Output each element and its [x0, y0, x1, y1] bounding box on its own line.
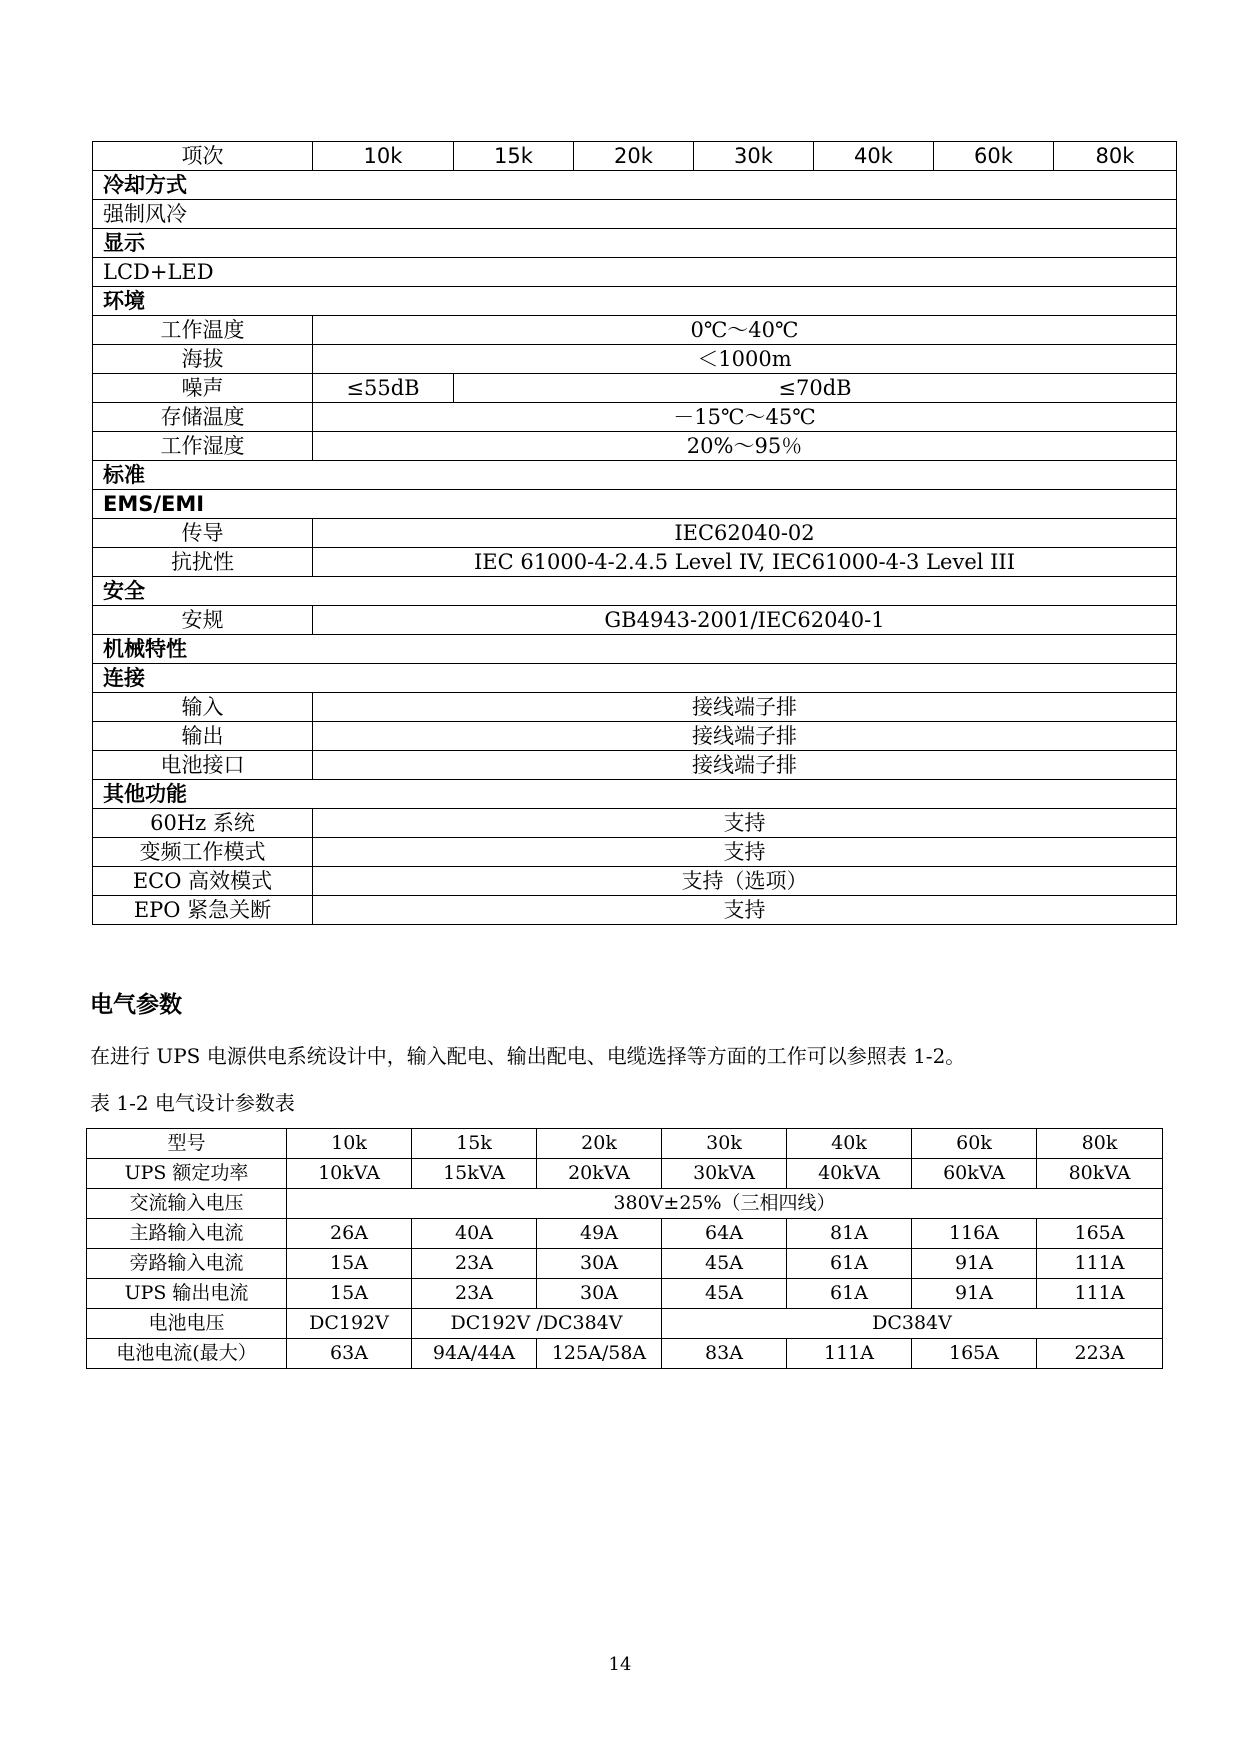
elec-header-cell: 40k [787, 1129, 912, 1159]
row-value: IEC 61000-4-2.4.5 Level IV, IEC61000-4-3 Level III [313, 548, 1177, 577]
section-cooling: 冷却方式 [93, 171, 1177, 200]
noise-other-value: ≤70dB [454, 374, 1177, 403]
table-cell: 60kVA [912, 1159, 1037, 1189]
row-label: 安规 [93, 606, 313, 635]
row-value: 支持 [313, 809, 1177, 838]
table-cell: 10kVA [287, 1159, 412, 1189]
spec-header-row [93, 142, 1177, 171]
table-cell: 63A [287, 1339, 412, 1369]
cooling-value: 强制风冷 [93, 200, 1177, 229]
battery-current-row [87, 1339, 1163, 1369]
row-value: 0℃～40℃ [313, 316, 1177, 345]
table-cell: 电池电压 [87, 1309, 287, 1339]
table-cell: 交流输入电压 [87, 1189, 287, 1219]
table-cell: 45A [662, 1249, 787, 1279]
table-cell: 15A [287, 1279, 412, 1309]
table-cell: 26A [287, 1219, 412, 1249]
row-label: 抗扰性 [93, 548, 313, 577]
table-cell: DC192V [287, 1309, 412, 1339]
section-heading: 电气参数 [90, 992, 182, 1018]
table-cell: 45A [662, 1279, 787, 1309]
table-cell: 165A [912, 1339, 1037, 1369]
table-cell: 81A [787, 1219, 912, 1249]
spec-header-cell: 40k [814, 142, 934, 171]
table-cell: 旁路输入电流 [87, 1249, 287, 1279]
subsection-ems-emi: EMS/EMI [93, 490, 1177, 519]
section-display: 显示 [93, 229, 1177, 258]
elec-header-cell: 10k [287, 1129, 412, 1159]
section-safety: 安全 [93, 577, 1177, 606]
elec-table [86, 1128, 1163, 1369]
row-label: 工作湿度 [93, 432, 313, 461]
spec-table [92, 141, 1177, 925]
display-value: LCD+LED [93, 258, 1177, 287]
row-value: 20%～95％ [313, 432, 1177, 461]
table-cell: 83A [662, 1339, 787, 1369]
body-paragraph: 在进行 UPS 电源供电系统设计中，输入配电、输出配电、电缆选择等方面的工作可以参照表 1-2。 [90, 1044, 966, 1068]
row-value: 支持（选项） [313, 867, 1177, 896]
table-cell: 91A [912, 1249, 1037, 1279]
row-value: 接线端子排 [313, 751, 1177, 780]
row-value: GB4943-2001/IEC62040-1 [313, 606, 1177, 635]
table-cell: 111A [787, 1339, 912, 1369]
row-value: 支持 [313, 838, 1177, 867]
spec-header-cell: 项次 [93, 142, 313, 171]
table-cell: 15A [287, 1249, 412, 1279]
row-value: 接线端子排 [313, 693, 1177, 722]
table-cell: DC192V /DC384V [412, 1309, 662, 1339]
table-cell: 111A [1037, 1249, 1163, 1279]
table-cell: 116A [912, 1219, 1037, 1249]
spec-header-cell: 10k [313, 142, 454, 171]
spec-header-cell: 60k [934, 142, 1054, 171]
table-cell: 125A/58A [537, 1339, 662, 1369]
elec-header-cell: 60k [912, 1129, 1037, 1159]
bypass-input-current-row [87, 1249, 1163, 1279]
subsection-connection: 连接 [93, 664, 1177, 693]
row-value: IEC62040-02 [313, 519, 1177, 548]
elec-header-cell: 15k [412, 1129, 537, 1159]
elec-header-cell: 型号 [87, 1129, 287, 1159]
table-cell: 61A [787, 1279, 912, 1309]
elec-header-row [87, 1129, 1163, 1159]
table-cell: 94A/44A [412, 1339, 537, 1369]
table-cell: 380V±25%（三相四线） [287, 1189, 1163, 1219]
ac-input-row [87, 1189, 1163, 1219]
section-mechanical: 机械特性 [93, 635, 1177, 664]
noise-10k-value: ≤55dB [313, 374, 454, 403]
row-label: 传导 [93, 519, 313, 548]
row-label: 噪声 [93, 374, 313, 403]
table-cell: 电池电流(最大） [87, 1339, 287, 1369]
table-cell: 30A [537, 1279, 662, 1309]
table-caption: 表 1-2 电气设计参数表 [90, 1091, 295, 1115]
row-value: ＜1000m [313, 345, 1177, 374]
table-cell: 30A [537, 1249, 662, 1279]
table-cell: UPS 输出电流 [87, 1279, 287, 1309]
row-label: EPO 紧急关断 [93, 896, 313, 925]
table-cell: 40kVA [787, 1159, 912, 1189]
table-cell: 15kVA [412, 1159, 537, 1189]
section-standards: 标准 [93, 461, 1177, 490]
table-cell: UPS 额定功率 [87, 1159, 287, 1189]
section-other-functions: 其他功能 [93, 780, 1177, 809]
table-cell: 主路输入电流 [87, 1219, 287, 1249]
spec-header-cell: 80k [1054, 142, 1177, 171]
elec-header-cell: 30k [662, 1129, 787, 1159]
table-cell: 165A [1037, 1219, 1163, 1249]
battery-voltage-row [87, 1309, 1163, 1339]
table-cell: 61A [787, 1249, 912, 1279]
row-value: 支持 [313, 896, 1177, 925]
row-label: 电池接口 [93, 751, 313, 780]
spec-header-cell: 20k [574, 142, 694, 171]
table-cell: 23A [412, 1249, 537, 1279]
row-label: 60Hz 系统 [93, 809, 313, 838]
row-label: 存储温度 [93, 403, 313, 432]
row-label: 海拔 [93, 345, 313, 374]
row-label: 输出 [93, 722, 313, 751]
main-input-current-row [87, 1219, 1163, 1249]
page-number: 14 [608, 1654, 632, 1675]
table-cell: 49A [537, 1219, 662, 1249]
spec-header-cell: 30k [694, 142, 814, 171]
table-cell: 30kVA [662, 1159, 787, 1189]
table-cell: DC384V [662, 1309, 1163, 1339]
section-environment: 环境 [93, 287, 1177, 316]
table-cell: 80kVA [1037, 1159, 1163, 1189]
row-label: 变频工作模式 [93, 838, 313, 867]
elec-header-cell: 80k [1037, 1129, 1163, 1159]
row-value: －15℃～45℃ [313, 403, 1177, 432]
table-cell: 91A [912, 1279, 1037, 1309]
table-cell: 111A [1037, 1279, 1163, 1309]
table-cell: 23A [412, 1279, 537, 1309]
spec-header-cell: 15k [454, 142, 574, 171]
table-cell: 20kVA [537, 1159, 662, 1189]
table-cell: 64A [662, 1219, 787, 1249]
row-label: 工作温度 [93, 316, 313, 345]
row-label: 输入 [93, 693, 313, 722]
rated-power-row [87, 1159, 1163, 1189]
output-current-row [87, 1279, 1163, 1309]
table-cell: 223A [1037, 1339, 1163, 1369]
row-label: ECO 高效模式 [93, 867, 313, 896]
table-cell: 40A [412, 1219, 537, 1249]
row-value: 接线端子排 [313, 722, 1177, 751]
elec-header-cell: 20k [537, 1129, 662, 1159]
